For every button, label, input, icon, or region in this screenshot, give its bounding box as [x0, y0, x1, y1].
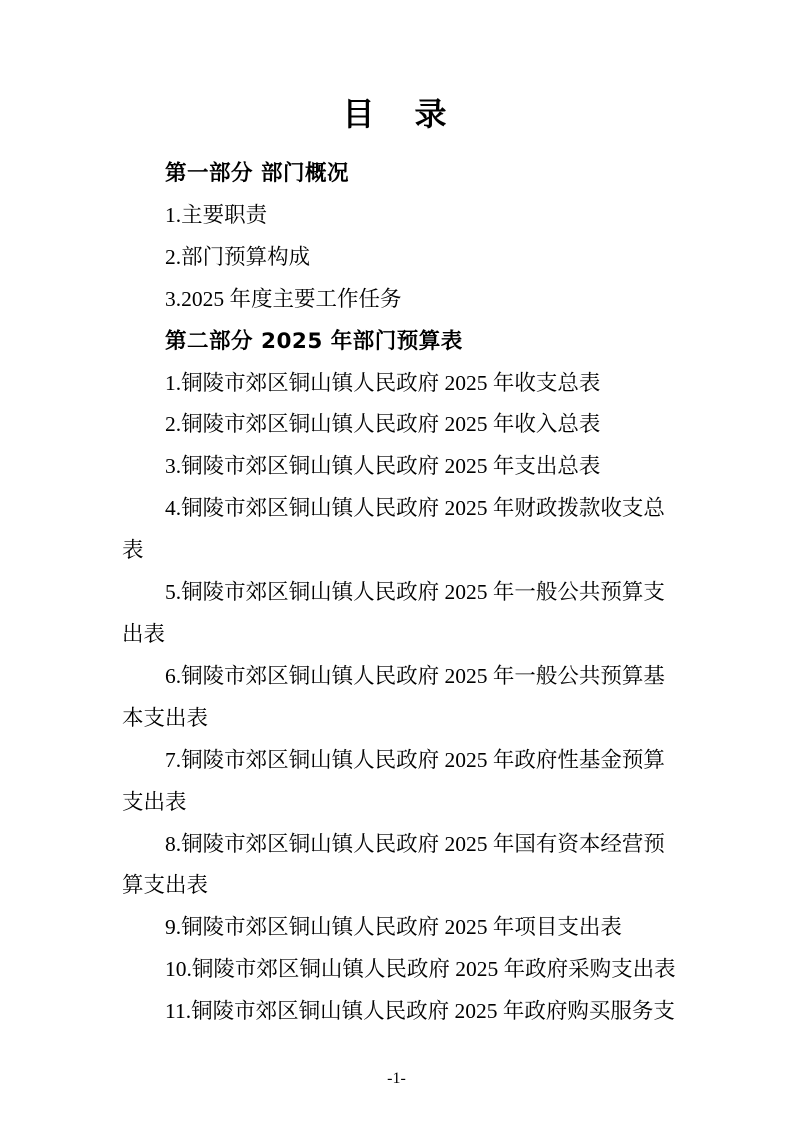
toc-item-continuation: 算支出表 [122, 873, 209, 898]
toc-item-continuation: 本支出表 [122, 705, 209, 730]
table-of-contents [122, 153, 678, 1033]
toc-item-continuation: 表 [122, 538, 144, 563]
toc-item: 1.主要职责 [165, 202, 268, 227]
toc-item: 8.铜陵市郊区铜山镇人民政府 2025 年国有资本经营预 [165, 831, 665, 856]
toc-item: 3.2025 年度主要工作任务 [165, 286, 402, 311]
toc-item: 7.铜陵市郊区铜山镇人民政府 2025 年政府性基金预算 [165, 747, 665, 772]
toc-item: 11.铜陵市郊区铜山镇人民政府 2025 年政府购买服务支 [165, 999, 675, 1024]
toc-item: 3.铜陵市郊区铜山镇人民政府 2025 年支出总表 [165, 454, 601, 479]
toc-item: 5.铜陵市郊区铜山镇人民政府 2025 年一般公共预算支 [165, 580, 665, 605]
toc-item: 4.铜陵市郊区铜山镇人民政府 2025 年财政拨款收支总 [165, 496, 665, 521]
toc-section-heading: 第一部分 部门概况 [165, 161, 349, 186]
toc-item-continuation: 出表 [122, 621, 166, 646]
toc-item: 6.铜陵市郊区铜山镇人民政府 2025 年一般公共预算基 [165, 663, 665, 688]
page-number: -1- [387, 1070, 406, 1087]
toc-item: 2.部门预算构成 [165, 244, 311, 269]
toc-item: 9.铜陵市郊区铜山镇人民政府 2025 年项目支出表 [165, 915, 622, 940]
toc-item: 1.铜陵市郊区铜山镇人民政府 2025 年收支总表 [165, 370, 601, 395]
toc-item-continuation: 支出表 [122, 789, 187, 814]
toc-item: 10.铜陵市郊区铜山镇人民政府 2025 年政府采购支出表 [165, 957, 676, 982]
toc-item: 2.铜陵市郊区铜山镇人民政府 2025 年收入总表 [165, 412, 601, 437]
page-title: 目 录 [342, 95, 451, 133]
toc-section-heading: 第二部分 2025 年部门预算表 [165, 328, 463, 354]
